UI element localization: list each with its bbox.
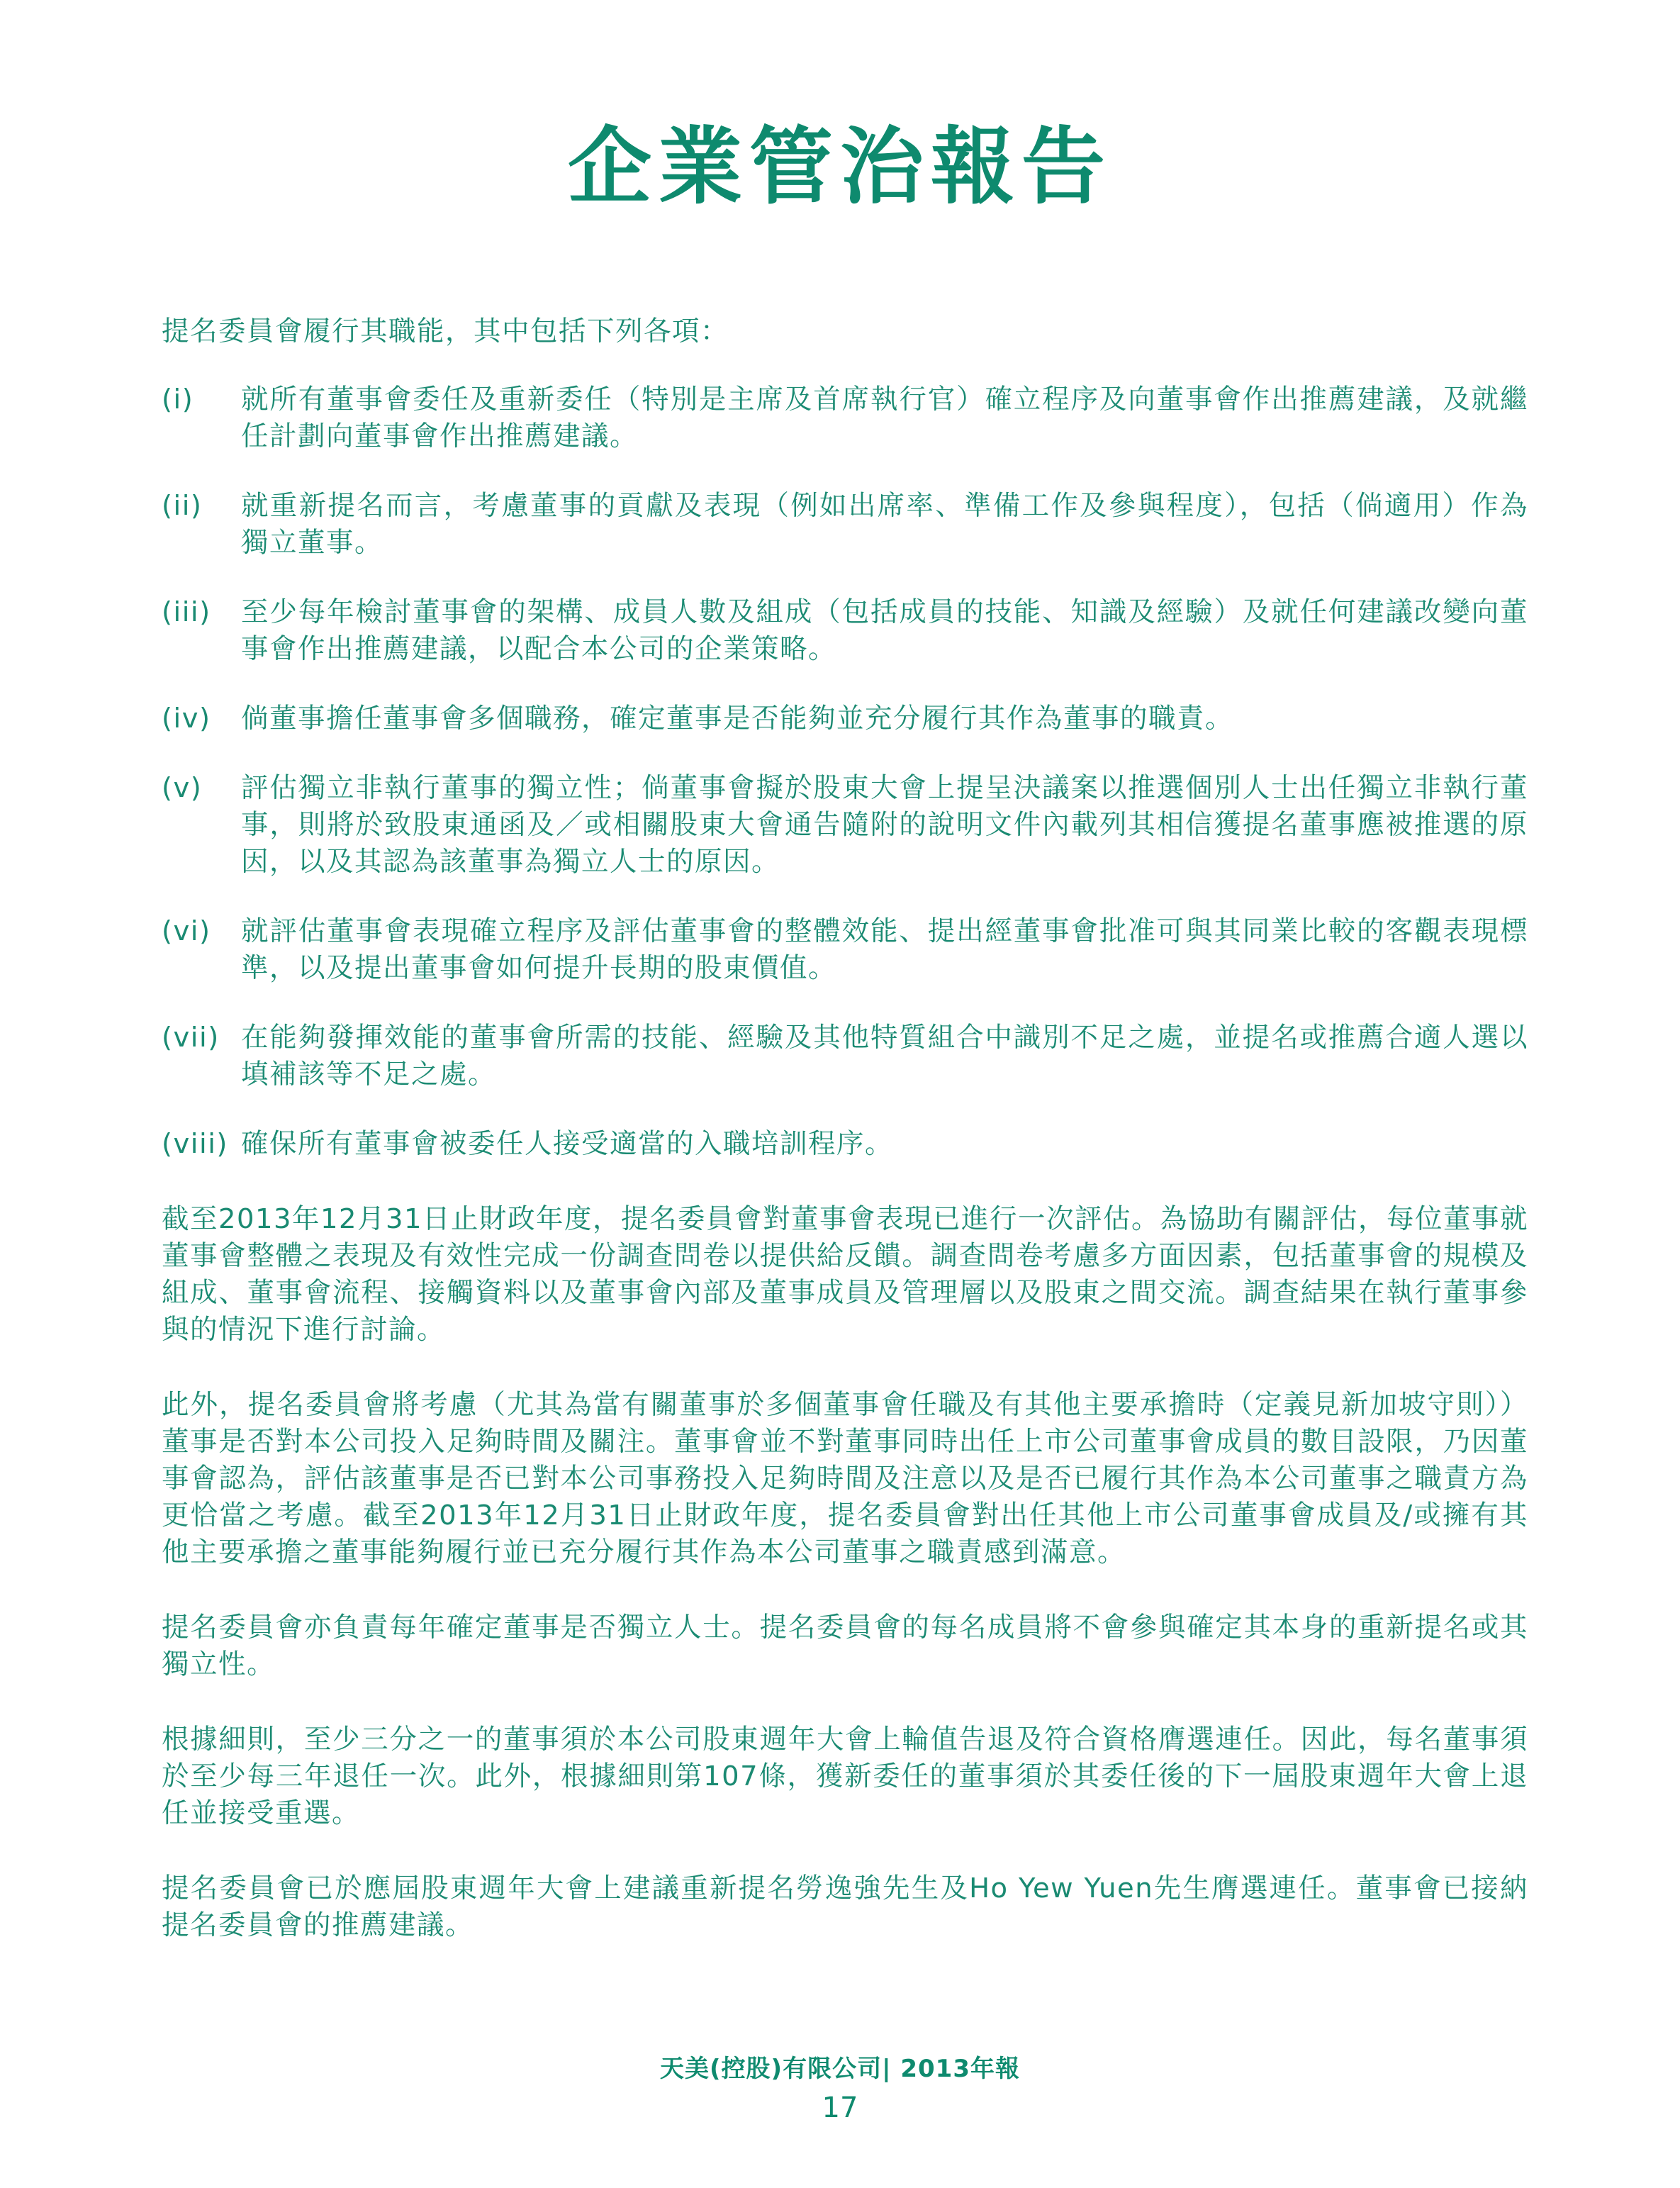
list-item-text: 在能夠發揮效能的董事會所需的技能、經驗及其他特質組合中識別不足之處，並提名或推薦合適人選以填補該等不足之處。 [241,1022,1528,1090]
body-paragraph: 截至2013年12月31日止財政年度，提名委員會對董事會表現已進行一次評估。為協助有關評估，每位董事就董事會整體之表現及有效性完成一份調查問卷以提供給反饋。調查問卷考慮多方面因素，包括董事會的規模及組成、董事會流程、接觸資料以及董事會內部及董事成員及管理層以及股東之間交流。調查結果在執行董事參與的情況下進行討論。 [162,1203,1528,1346]
list-item [162,913,1528,987]
list-item-number: (iv) [162,703,211,735]
footer-report-title: 天美(控股)有限公司| 2013年報 [660,2055,1020,2083]
list-item-text: 就重新提名而言，考慮董事的貢獻及表現（例如出席率、準備工作及參與程度），包括（倘適用）作為獨立董事。 [241,490,1528,559]
list-item [162,488,1528,562]
intro-paragraph: 提名委員會履行其職能，其中包括下列各項： [162,316,729,347]
list-item-text: 倘董事擔任董事會多個職務，確定董事是否能夠並充分履行其作為董事的職責。 [241,703,1234,735]
list-item [162,1020,1528,1093]
list-item-number: (ii) [162,490,203,522]
list-item [162,594,1528,668]
page-title: 企業管治報告 [567,118,1112,216]
page-number: 17 [822,2092,858,2124]
list-item-number: (vii) [162,1022,220,1054]
body-paragraph: 此外，提名委員會將考慮（尤其為當有關董事於多個董事會任職及有其他主要承擔時（定義見新加坡守則））董事是否對本公司投入足夠時間及關注。董事會並不對董事同時出任上市公司董事會成員的數目設限，乃因董事會認為，評估該董事是否已對本公司事務投入足夠時間及注意以及是否已履行其作為本公司董事之職責方為更恰當之考慮。截至2013年12月31日止財政年度，提名委員會對出任其他上市公司董事會成員及/或擁有其他主要承擔之董事能夠履行並已充分履行其作為本公司董事之職責感到滿意。 [162,1389,1528,1568]
body-paragraph: 提名委員會亦負責每年確定董事是否獨立人士。提名委員會的每名成員將不會參與確定其本身的重新提名或其獨立性。 [162,1612,1528,1680]
list-item-text: 至少每年檢討董事會的架構、成員人數及組成（包括成員的技能、知識及經驗）及就任何建議改變向董事會作出推薦建議，以配合本公司的企業策略。 [241,596,1528,665]
body-paragraph: 提名委員會已於應屆股東週年大會上建議重新提名勞逸強先生及Ho Yew Yuen先生膺選連任。董事會已接納提名委員會的推薦建議。 [162,1872,1528,1941]
list-item-number: (v) [162,772,203,804]
list-item-number: (vi) [162,915,211,947]
document-body [162,313,1528,1982]
list-item-text: 就所有董事會委任及重新委任（特別是主席及首席執行官）確立程序及向董事會作出推薦建議，及就繼任計劃向董事會作出推薦建議。 [241,384,1528,452]
list-item [162,701,1528,737]
list-item [162,770,1528,881]
list-item [162,1126,1528,1163]
body-paragraph: 根據細則，至少三分之一的董事須於本公司股東週年大會上輪值告退及符合資格膺選連任。因此，每名董事須於至少每三年退任一次。此外，根據細則第107條，獲新委任的董事須於其委任後的下一屆股東週年大會上退任並接受重選。 [162,1724,1528,1829]
list-item-text: 確保所有董事會被委任人接受適當的入職培訓程序。 [241,1128,894,1160]
list-item-text: 評估獨立非執行董事的獨立性；倘董事會擬於股東大會上提呈決議案以推選個別人士出任獨立非執行董事，則將於致股東通函及／或相關股東大會通告隨附的說明文件內載列其相信獲提名董事應被推選的原因，以及其認為該董事為獨立人士的原因。 [241,772,1528,878]
list-item-text: 就評估董事會表現確立程序及評估董事會的整體效能、提出經董事會批准可與其同業比較的客觀表現標準，以及提出董事會如何提升長期的股東價值。 [241,915,1528,984]
list-item-number: (viii) [162,1128,228,1160]
list-item [162,381,1528,455]
list-item-number: (i) [162,384,194,415]
list-item-number: (iii) [162,596,211,628]
